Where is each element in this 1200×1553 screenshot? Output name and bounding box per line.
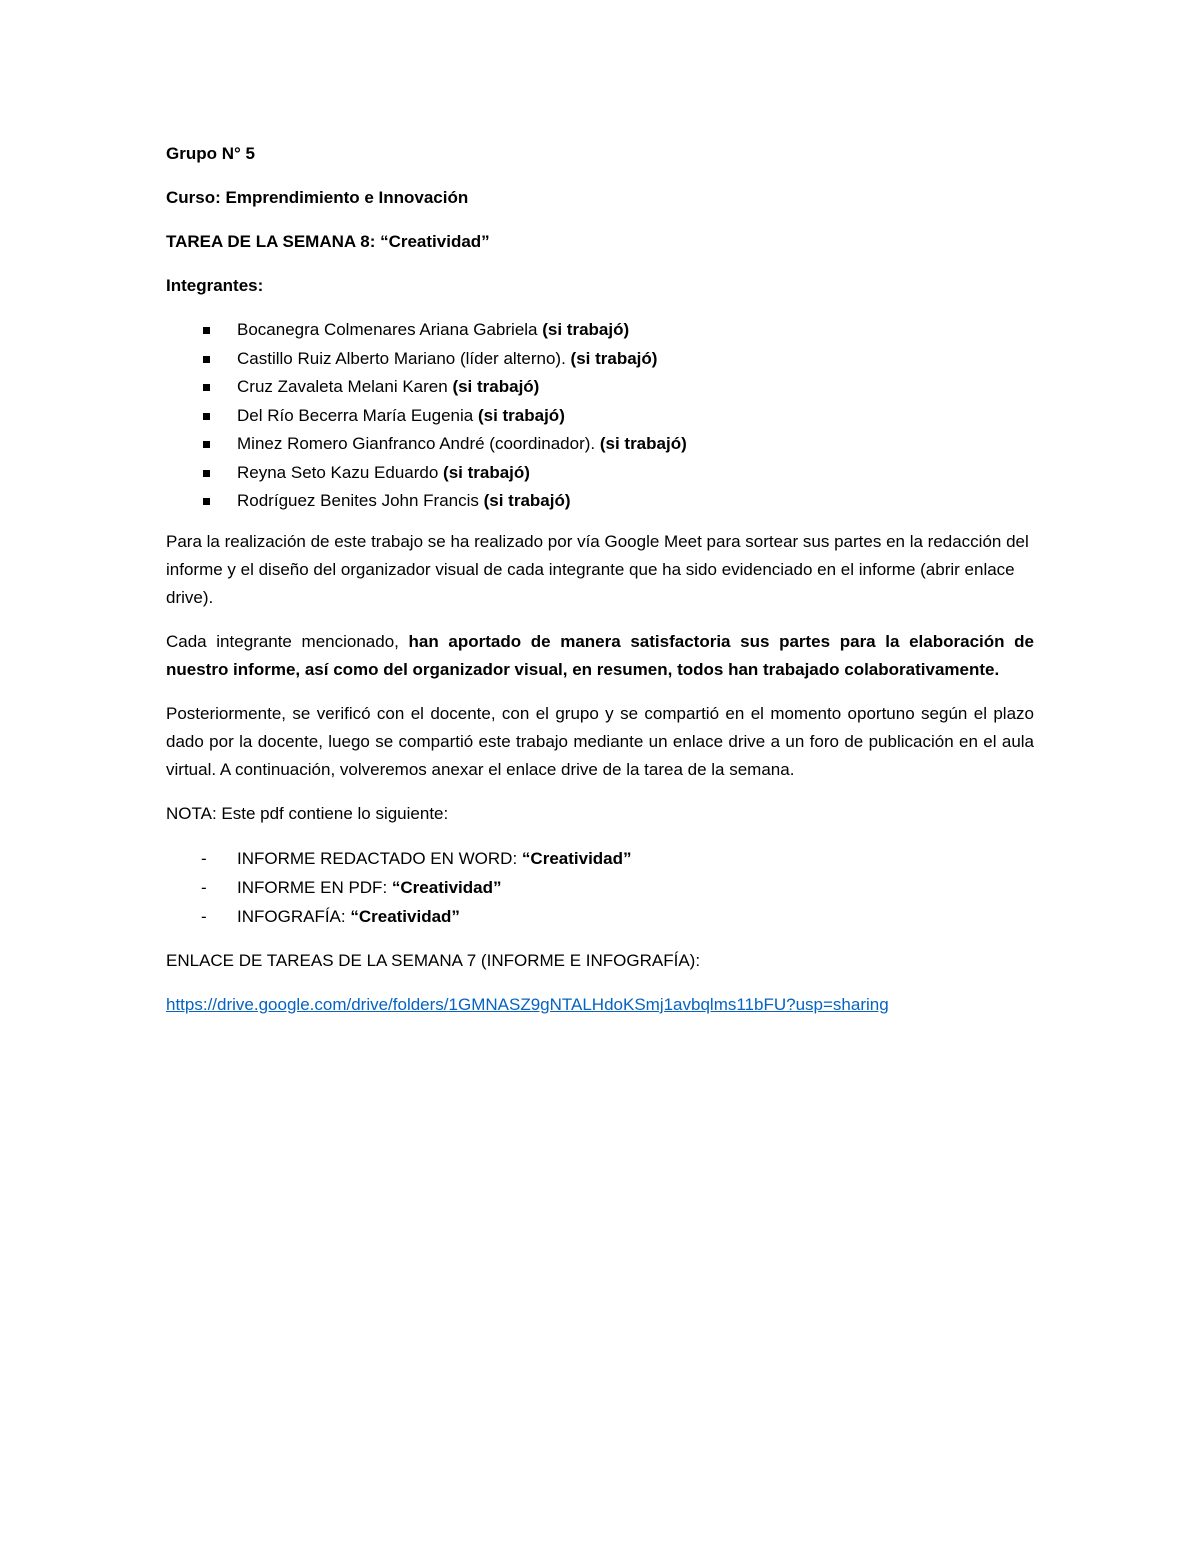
paragraph-contributions [166, 628, 1034, 684]
member-status: (si trabajó) [443, 462, 530, 482]
paragraph-verification: Posteriormente, se verificó con el docente, con el grupo y se compartió en el momento oportuno según el plazo dado por la docente, luego se compartió este trabajo mediante un enlace drive a un foro de publicación en el aula virtual. A continuación, volveremos anexar el enlace drive de la tarea de la semana. [166, 703, 1034, 779]
square-bullet-icon [203, 356, 210, 363]
note-item-title: “Creatividad” [521, 848, 632, 868]
course-line [166, 184, 1034, 212]
member-status: (si trabajó) [452, 377, 540, 396]
dash-bullet: - [201, 906, 207, 926]
member-name: Castillo Ruiz Alberto Mariano (líder alterno). [237, 348, 571, 368]
list-item [166, 902, 1034, 931]
note-item-prefix: INFORME REDACTADO EN WORD: [237, 848, 522, 868]
member-name: Rodríguez Benites John Francis [237, 491, 484, 510]
list-item [166, 402, 1034, 431]
member-status: (si trabajó) [599, 434, 687, 453]
member-status: (si trabajó) [542, 320, 630, 339]
course-value: Emprendimiento e Innovación [225, 188, 469, 207]
dash-bullet: - [201, 848, 207, 868]
task-title: TAREA DE LA SEMANA 8: “Creatividad” [166, 232, 490, 251]
list-item [166, 345, 1034, 374]
group-number: Grupo N° 5 [166, 144, 255, 163]
member-name: Del Río Becerra María Eugenia [237, 405, 478, 425]
square-bullet-icon [203, 498, 210, 505]
member-name: Bocanegra Colmenares Ariana Gabriela [237, 320, 543, 339]
square-bullet-icon [203, 441, 210, 448]
link-paragraph [166, 991, 1034, 1019]
note-item-title: “Creatividad” [350, 906, 460, 926]
list-item [166, 316, 1034, 345]
member-name: Minez Romero Gianfranco André (coordinador). [237, 434, 600, 453]
note-item-prefix: INFORME EN PDF: [237, 877, 392, 897]
link-section-title: ENLACE DE TAREAS DE LA SEMANA 7 (INFORME E INFOGRAFÍA): [166, 950, 701, 970]
list-item [166, 430, 1034, 459]
list-item [166, 873, 1034, 902]
contributions-intro: Cada integrante mencionado, [166, 631, 409, 651]
document-page [166, 140, 1034, 1019]
members-label: Integrantes: [166, 276, 264, 295]
course-label: Curso: [166, 188, 226, 207]
list-item [166, 487, 1034, 516]
list-item [166, 373, 1034, 402]
member-name: Reyna Seto Kazu Eduardo [237, 462, 444, 482]
paragraph-meeting: Para la realización de este trabajo se ha realizado por vía Google Meet para sortear sus partes en la redacción del informe y el diseño del organizador visual de cada integrante que ha sido evidenciado en el informe (abrir enlace drive). [166, 531, 1029, 607]
member-status: (si trabajó) [477, 405, 565, 425]
square-bullet-icon [203, 413, 210, 420]
member-status: (si trabajó) [570, 348, 658, 368]
contributions-bold: han aportado de manera satisfactoria sus partes para la elaboración de nuestro informe, así como del organizador visual, en resumen, todos han trabajado colaborativamente. [166, 631, 1034, 679]
note-list [166, 844, 1034, 931]
dash-bullet: - [201, 877, 207, 897]
note-item-title: “Creatividad” [391, 877, 502, 897]
members-list [166, 316, 1034, 516]
square-bullet-icon [203, 327, 210, 334]
square-bullet-icon [203, 384, 210, 391]
member-name: Cruz Zavaleta Melani Karen [237, 377, 453, 396]
note-title: NOTA: Este pdf contiene lo siguiente: [166, 803, 449, 823]
drive-link[interactable]: https://drive.google.com/drive/folders/1GMNASZ9gNTALHdoKSmj1avbqlms11bFU?usp=sharing [166, 994, 889, 1014]
square-bullet-icon [203, 470, 210, 477]
note-item-prefix: INFOGRAFÍA: [237, 906, 351, 926]
list-item [166, 844, 1034, 873]
list-item [166, 459, 1034, 488]
member-status: (si trabajó) [483, 491, 571, 510]
